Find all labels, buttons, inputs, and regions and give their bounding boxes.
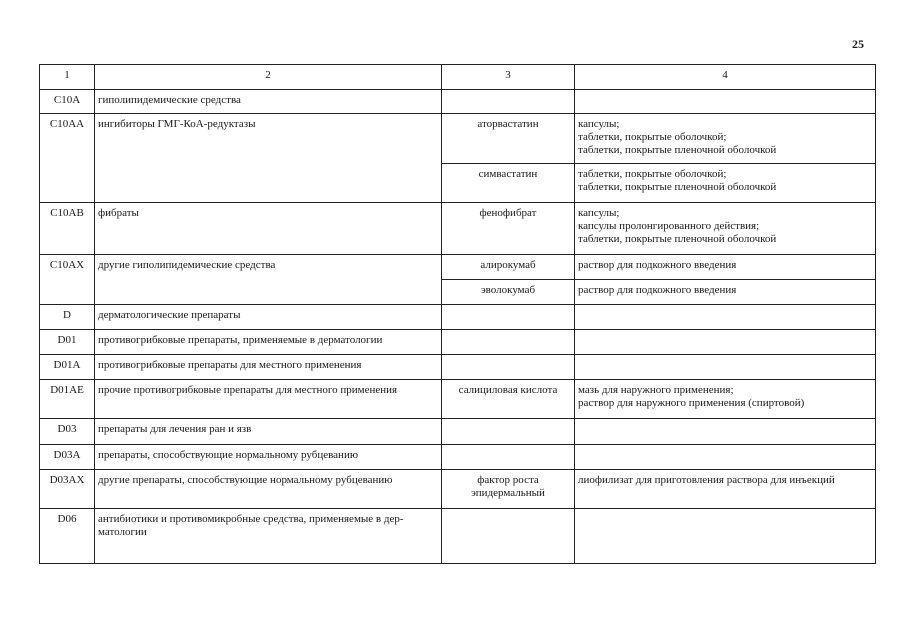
atc-group-name-cell: прочие противогрибковые препараты для местного применения [95,380,442,419]
drug-name-cell [442,509,575,564]
atc-group-name-cell: противогрибковые препараты для местного применения [95,355,442,380]
drug-name-cell [442,470,575,509]
dosage-form-line: раствор для подкожного введения [578,259,737,271]
drug-name-cell [442,90,575,114]
atc-group-name-cell: другие препараты, способствующие нормальному рубцеванию [95,470,442,509]
dosage-form-cell [575,380,876,419]
header-col-2: 2 [95,65,442,90]
drug-name-cell [442,203,575,255]
dosage-form-cell [575,114,876,164]
dosage-form-cell [575,203,876,255]
group-name-line: матологии [98,526,147,538]
drug-name-line: эволокумаб [480,284,536,296]
table-row [40,380,876,419]
dosage-form-cell [575,330,876,355]
header-col-1: 1 [40,65,95,90]
dosage-form-cell [575,355,876,380]
atc-code-cell: D [40,305,95,330]
drug-name-cell [442,445,575,470]
drug-name-line: фенофибрат [479,207,537,219]
drug-name-line: эпидермальный [471,487,545,499]
atc-group-name-cell: фибраты [95,203,442,255]
drug-name-line: симвастатин [478,168,538,180]
drug-name-cell [442,255,575,280]
atc-code-cell: D03A [40,445,95,470]
table-row [40,203,876,255]
page-number: 25 [852,37,864,51]
dosage-form-cell [575,445,876,470]
table-row [40,305,876,330]
header-col-3: 3 [442,65,575,90]
atc-group-name-cell: препараты, способствующие нормальному рубцеванию [95,445,442,470]
atc-code-cell: D03 [40,419,95,445]
drug-name-line: фактор роста [477,474,539,486]
drug-name-cell [442,419,575,445]
table-row [40,330,876,355]
dosage-form-cell [575,255,876,280]
table-row [40,90,876,114]
dosage-form-line: таблетки, покрытые оболочкой; [578,168,727,180]
header-col-4: 4 [575,65,876,90]
atc-drug-table [39,64,876,564]
atc-code-cell: D01 [40,330,95,355]
drug-name-cell [442,355,575,380]
atc-code-cell: C10A [40,90,95,114]
atc-code-cell: D01AE [40,380,95,419]
table-row [40,445,876,470]
dosage-form-cell [575,419,876,445]
atc-group-name-cell: ингибиторы ГМГ-КоА-редуктазы [95,114,442,203]
drug-name-cell [442,164,575,203]
dosage-form-cell [575,280,876,305]
dosage-form-line: раствор для наружного применения (спиртовой) [578,397,805,409]
table-row [40,470,876,509]
drug-name-cell [442,305,575,330]
drug-name-cell [442,380,575,419]
atc-group-name-cell: противогрибковые препараты, применяемые в дерматологии [95,330,442,355]
drug-name-line: аторвастатин [477,118,539,130]
atc-code-cell: C10AB [40,203,95,255]
dosage-form-cell [575,305,876,330]
dosage-form-line: лиофилизат для приготовления раствора для инъекций [578,474,835,486]
atc-group-name-cell [95,509,442,564]
dosage-form-cell [575,509,876,564]
drug-name-cell [442,114,575,164]
dosage-form-cell [575,470,876,509]
table-header-row [40,65,876,90]
dosage-form-cell [575,90,876,114]
drug-name-cell [442,280,575,305]
drug-name-line: алирокумаб [480,259,536,271]
table-body [40,65,876,564]
atc-code-cell: C10AA [40,114,95,203]
table-row [40,419,876,445]
group-name-line: антибиотики и противомикробные средства, применяемые в дер- [98,513,404,525]
atc-code-cell: D03AX [40,470,95,509]
atc-code-cell: D06 [40,509,95,564]
drug-name-line: салициловая кислота [458,384,558,396]
dosage-form-line: капсулы пролонгированного действия; [578,220,760,232]
table-row [40,355,876,380]
atc-group-name-cell: другие гиполипидемические средства [95,255,442,305]
dosage-form-line: капсулы; [578,207,620,219]
atc-group-name-cell: гиполипидемические средства [95,90,442,114]
drug-name-cell [442,330,575,355]
dosage-form-cell [575,164,876,203]
table-row [40,114,876,164]
atc-group-name-cell: дерматологические препараты [95,305,442,330]
dosage-form-line: мазь для наружного применения; [578,384,734,396]
table-row [40,509,876,564]
dosage-form-line: раствор для подкожного введения [578,284,737,296]
dosage-form-line: таблетки, покрытые пленочной оболочкой [578,181,777,193]
dosage-form-line: таблетки, покрытые пленочной оболочкой [578,144,777,156]
atc-code-cell: C10AX [40,255,95,305]
atc-code-cell: D01A [40,355,95,380]
dosage-form-line: таблетки, покрытые пленочной оболочкой [578,233,777,245]
table-row [40,255,876,280]
dosage-form-line: таблетки, покрытые оболочкой; [578,131,727,143]
dosage-form-line: капсулы; [578,118,620,130]
atc-group-name-cell: препараты для лечения ран и язв [95,419,442,445]
